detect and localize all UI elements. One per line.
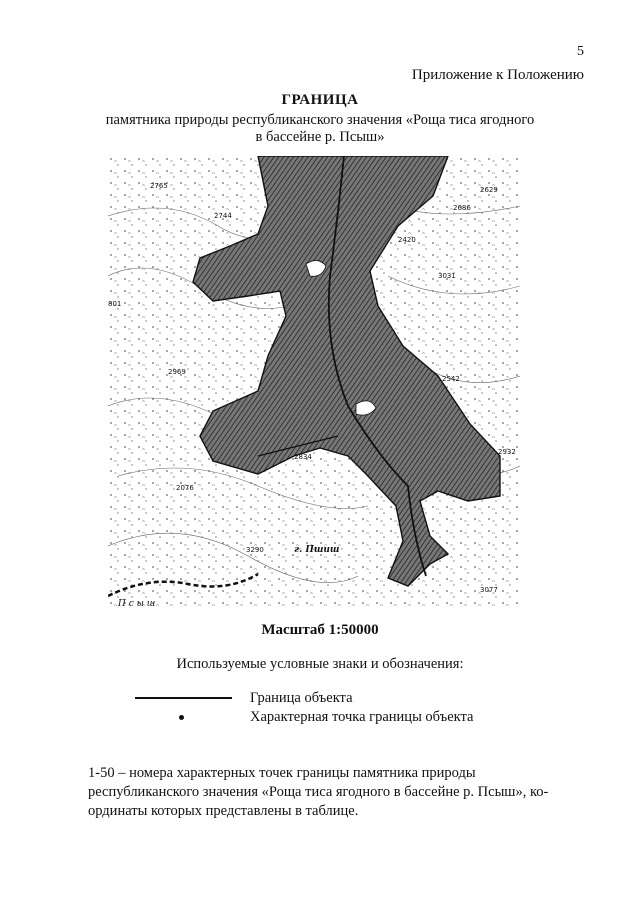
page-number: 5 bbox=[577, 44, 584, 59]
appendix-label: Приложение к Положению bbox=[411, 67, 584, 83]
footnote-line-1: 1-50 – номера характерных точек границы памятника природы bbox=[88, 765, 476, 781]
subtitle-line-2: в бассейне р. Псыш» bbox=[255, 129, 385, 145]
legend-boundary-line-symbol bbox=[135, 697, 232, 699]
legend-point-dot-symbol bbox=[179, 715, 184, 720]
elevation-label: 2686 bbox=[453, 204, 471, 212]
legend-boundary-label: Граница объекта bbox=[250, 690, 353, 706]
elevation-label: 2834 bbox=[294, 453, 312, 461]
legend-title: Используемые условные знаки и обозначения: bbox=[176, 656, 464, 672]
page-title: ГРАНИЦА bbox=[281, 92, 359, 108]
elevation-label: 2076 bbox=[176, 484, 194, 492]
elevation-label: 3290 bbox=[246, 546, 264, 554]
elevation-label: 2744 bbox=[214, 212, 232, 220]
map-scale: Масштаб 1:50000 bbox=[261, 622, 379, 638]
river-label: П с ы ш bbox=[118, 599, 156, 608]
elevation-label: 2420 bbox=[398, 236, 416, 244]
elevation-label: 2932 bbox=[498, 448, 516, 456]
footnote-line-3: ординаты которых представлены в таблице. bbox=[88, 803, 359, 819]
elevation-label: 801 bbox=[108, 300, 122, 308]
elevation-label: 2969 bbox=[168, 368, 186, 376]
elevation-label: 2629 bbox=[480, 186, 498, 194]
legend-point-label: Характерная точка границы объекта bbox=[250, 709, 474, 725]
elevation-label: 2542 bbox=[442, 375, 460, 383]
footnote bbox=[88, 764, 588, 821]
elevation-label: 3077 bbox=[480, 586, 498, 594]
elevation-label: 3031 bbox=[438, 272, 456, 280]
elevation-label: 2765 bbox=[150, 182, 168, 190]
subtitle-line-1: памятника природы республиканского значения «Роща тиса ягодного bbox=[105, 112, 535, 128]
place-label: г. Пшиш bbox=[294, 545, 340, 555]
footnote-line-2: республиканского значения «Роща тиса ягодного в бассейне р. Псыш», ко- bbox=[88, 784, 549, 800]
topographic-map bbox=[108, 156, 520, 608]
